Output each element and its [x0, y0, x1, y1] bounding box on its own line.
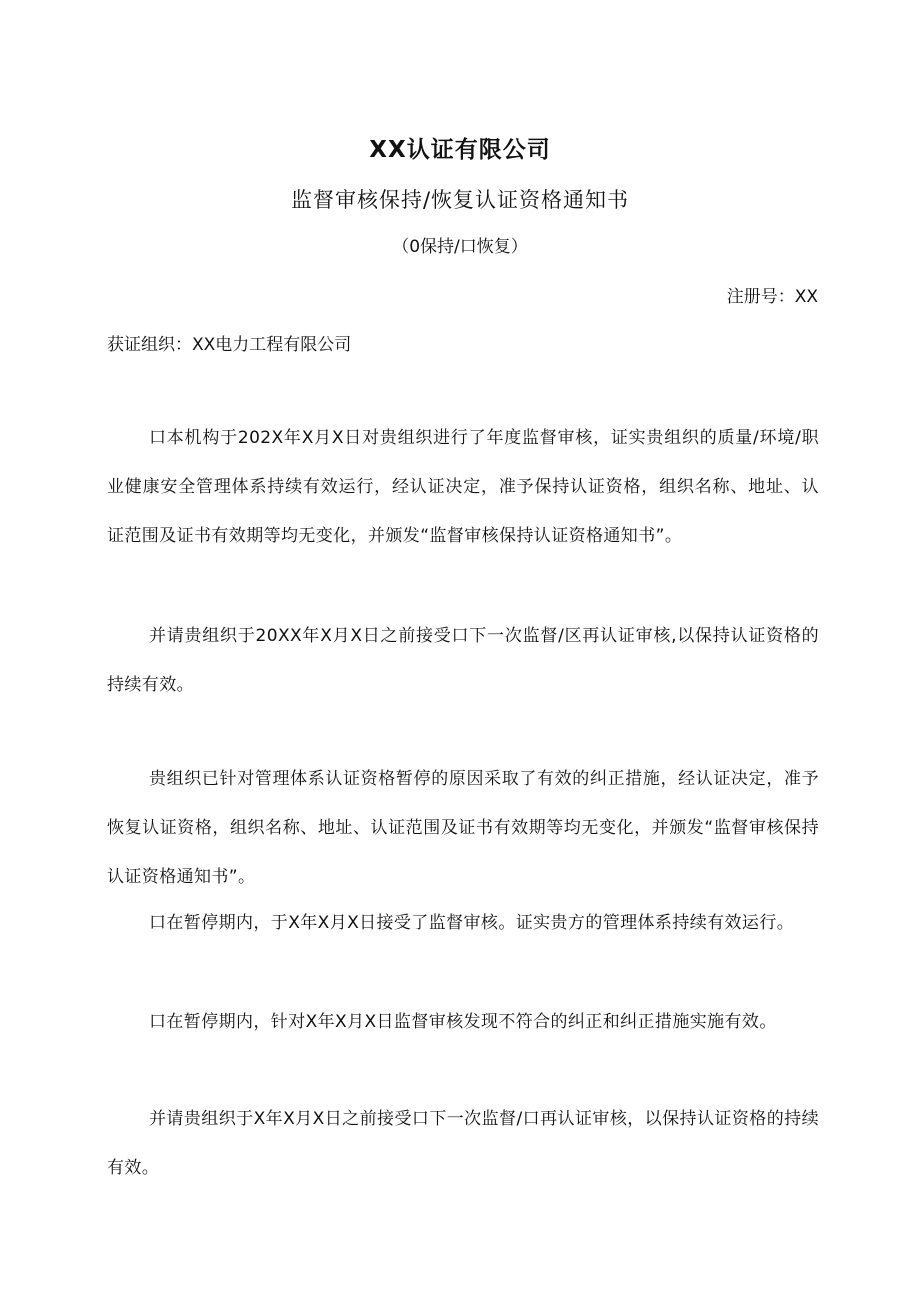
document-title: 监督审核保持/恢复认证资格通知书	[290, 188, 630, 212]
paragraph-maintain-certification: 口本机构于202X年X月X日对贵组织进行了年度监督审核，证实贵组织的质量/环境/职业健康安全管理体系持续有效运行，经认证决定，准予保持认证资格，组织名称、地址、认证范围及证书有效期等均无变化，并颁发“监督审核保持认证资格通知书”。	[107, 428, 819, 546]
paragraph-next-audit-maintain: 并请贵组织于20XX年X月X日之前接受口下一次监督/区再认证审核,以保持认证资格的持续有效。	[107, 626, 819, 695]
certified-organization: 获证组织：XX电力工程有限公司	[107, 335, 352, 355]
paragraph-next-audit-restore: 并请贵组织于X年X月X日之前接受口下一次监督/口再认证审核，以保持认证资格的持续有效。	[107, 1109, 819, 1178]
company-title: XX认证有限公司	[369, 137, 551, 163]
paragraph-suspension-corrective-action: 口在暂停期内，针对X年X月X日监督审核发现不符合的纠正和纠正措施实施有效。	[149, 1012, 777, 1032]
registration-number: 注册号：XX	[726, 287, 818, 307]
document-subtitle: （0保持/口恢复）	[392, 237, 528, 257]
paragraph-restore-certification: 贵组织已针对管理体系认证资格暂停的原因采取了有效的纠正措施，经认证决定，准予恢复认证资格，组织名称、地址、认证范围及证书有效期等均无变化，并颁发“监督审核保持认证资格通知书”。	[107, 769, 819, 887]
paragraph-suspension-audit: 口在暂停期内，于X年X月X日接受了监督审核。证实贵方的管理体系持续有效运行。	[149, 913, 795, 933]
